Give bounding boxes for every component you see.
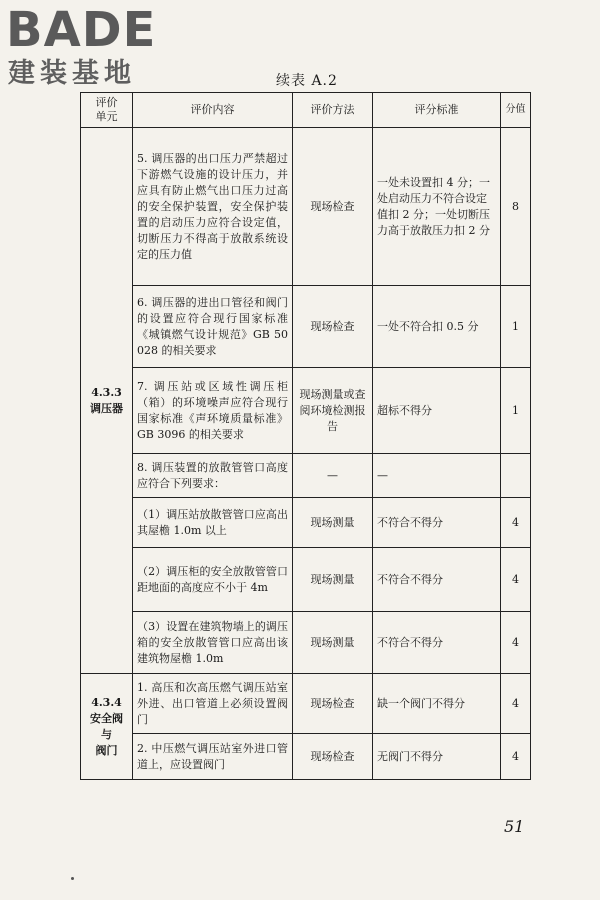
score-cell: 4 bbox=[501, 674, 531, 734]
method-cell: 现场测量或查阅环境检测报告 bbox=[293, 368, 373, 454]
table-row bbox=[81, 612, 531, 674]
score-cell: 4 bbox=[501, 548, 531, 612]
table-row bbox=[81, 674, 531, 734]
score-cell bbox=[501, 454, 531, 498]
content-cell: 6. 调压器的进出口管径和阀门的设置应符合现行国家标准《城镇燃气设计规范》GB 50028 的相关要求 bbox=[133, 286, 293, 368]
method-cell: 现场检查 bbox=[293, 674, 373, 734]
content-cell: （3）设置在建筑物墙上的调压箱的安全放散管管口应高出该建筑物屋檐 1.0m bbox=[133, 612, 293, 674]
logo-subtitle: 建装基地 bbox=[8, 58, 136, 89]
method-cell: 现场检查 bbox=[293, 128, 373, 286]
scan-speck bbox=[71, 877, 74, 880]
header-score: 分值 bbox=[501, 93, 531, 128]
publisher-logo bbox=[6, 4, 206, 94]
content-cell: 2. 中压燃气调压站室外进口管道上，应设置阀门 bbox=[133, 734, 293, 780]
evaluation-table bbox=[80, 92, 531, 780]
method-cell: 现场测量 bbox=[293, 498, 373, 548]
unit-cell: 4.3.3 调压器 bbox=[81, 128, 133, 674]
criteria-cell: — bbox=[373, 454, 501, 498]
content-cell: 5. 调压器的出口压力严禁超过下游燃气设施的设计压力，并应具有防止燃气出口压力过高的安全保护装置，安全保护装置的启动压力应符合设定值，切断压力不得高于放散系统设定的压力值 bbox=[133, 128, 293, 286]
criteria-cell: 不符合不得分 bbox=[373, 498, 501, 548]
score-cell: 4 bbox=[501, 498, 531, 548]
criteria-cell: 一处不符合扣 0.5 分 bbox=[373, 286, 501, 368]
score-cell: 1 bbox=[501, 286, 531, 368]
criteria-cell: 超标不得分 bbox=[373, 368, 501, 454]
table-row bbox=[81, 368, 531, 454]
criteria-cell: 不符合不得分 bbox=[373, 612, 501, 674]
header-content: 评价内容 bbox=[133, 93, 293, 128]
content-cell: 8. 调压装置的放散管管口高度应符合下列要求： bbox=[133, 454, 293, 498]
criteria-cell: 不符合不得分 bbox=[373, 548, 501, 612]
content-cell: 1. 高压和次高压燃气调压站室外进、出口管道上必须设置阀门 bbox=[133, 674, 293, 734]
criteria-cell: 缺一个阀门不得分 bbox=[373, 674, 501, 734]
table-header-row bbox=[81, 93, 531, 128]
table-row bbox=[81, 498, 531, 548]
method-cell: 现场测量 bbox=[293, 612, 373, 674]
content-cell: 7. 调压站或区域性调压柜（箱）的环境噪声应符合现行国家标准《声环境质量标准》GB 3096 的相关要求 bbox=[133, 368, 293, 454]
table-row bbox=[81, 548, 531, 612]
header-criteria: 评分标准 bbox=[373, 93, 501, 128]
table-title: 续表 A.2 bbox=[276, 73, 338, 89]
score-cell: 1 bbox=[501, 368, 531, 454]
header-unit: 评价 单元 bbox=[81, 93, 133, 128]
table-row bbox=[81, 128, 531, 286]
score-cell: 4 bbox=[501, 612, 531, 674]
method-cell: 现场检查 bbox=[293, 286, 373, 368]
table-row bbox=[81, 454, 531, 498]
score-cell: 4 bbox=[501, 734, 531, 780]
table-row bbox=[81, 734, 531, 780]
unit-cell: 4.3.4 安全阀与 阀门 bbox=[81, 674, 133, 780]
header-method: 评价方法 bbox=[293, 93, 373, 128]
content-cell: （2）调压柜的安全放散管管口距地面的高度应不小于 4m bbox=[133, 548, 293, 612]
content-cell: （1）调压站放散管管口应高出其屋檐 1.0m 以上 bbox=[133, 498, 293, 548]
score-cell: 8 bbox=[501, 128, 531, 286]
logo-wordmark: BADE bbox=[6, 2, 157, 58]
method-cell: 现场检查 bbox=[293, 734, 373, 780]
method-cell: — bbox=[293, 454, 373, 498]
criteria-cell: 无阀门不得分 bbox=[373, 734, 501, 780]
table-row bbox=[81, 286, 531, 368]
page-number: 51 bbox=[504, 817, 525, 836]
criteria-cell: 一处未设置扣 4 分；一处启动压力不符合设定值扣 2 分；一处切断压力高于放散压力扣 2 分 bbox=[373, 128, 501, 286]
method-cell: 现场测量 bbox=[293, 548, 373, 612]
